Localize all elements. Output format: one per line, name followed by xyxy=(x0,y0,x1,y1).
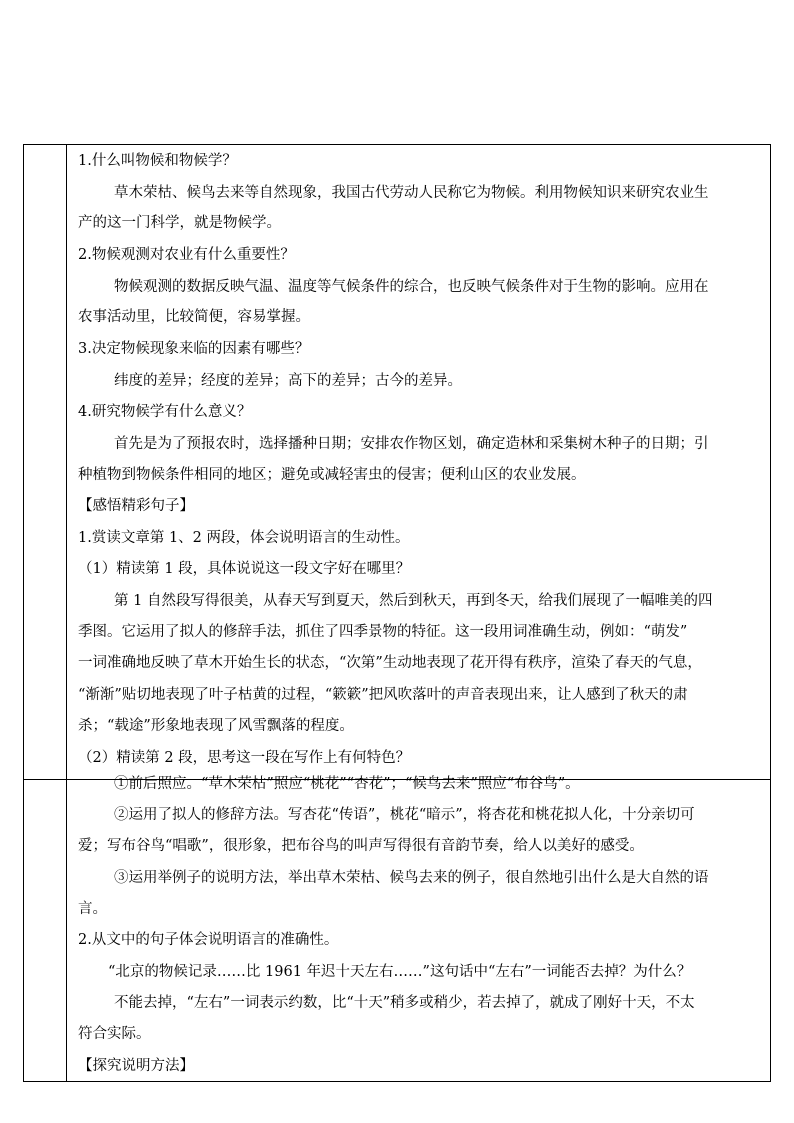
task-1-sub-1-answer-line-5: 杀；“载途”形象地表现了风雪飘落的程度。 xyxy=(78,718,354,734)
section-heading-sentences: 【感悟精彩句子】 xyxy=(78,498,194,514)
content-table-continued xyxy=(23,776,771,1082)
answer-4-line-1: 首先是为了预报农时，选择播种日期；安排农作物区划，确定造林和采集树木种子的日期；引 xyxy=(114,436,709,452)
answer-1-line-1 xyxy=(114,183,764,203)
question-3: 3.决定物候现象来临的因素有哪些？ xyxy=(78,341,310,357)
task-1-sub-2-point-1: ①前后照应。“草木荣枯”照应“桃花”“杏花”；“候鸟去来”照应“布谷鸟”。 xyxy=(114,776,580,792)
task-2-answer-line-2: 符合实际。 xyxy=(78,1026,151,1042)
task-1-sub-1-answer-line-3: 一词准确地反映了草木开始生长的状态，“次第”生动地表现了花开得有秩序，渲染了春天的气息， xyxy=(78,655,702,671)
task-1-sub-2-point-3-line-2: 言。 xyxy=(78,901,107,917)
task-1-sub-1-answer-line-2: 季图。它运用了拟人的修辞手法，抓住了四季景物的特征。这一段用词准确生动，例如：“萌发” xyxy=(78,624,688,640)
task-1-sub-1-answer-line-4: “渐渐”贴切地表现了叶子枯黄的过程，“簌簌”把风吹落叶的声音表现出来，让人感到了秋天的肃 xyxy=(78,687,688,703)
answer-2-line-1: 物候观测的数据反映气温、温度等气候条件的综合，也反映气候条件对于生物的影响。应用在 xyxy=(114,279,709,295)
task-1: 1.赏读文章第 1、2 两段，体会说明语言的生动性。 xyxy=(78,530,410,546)
task-2: 2.从文中的句子体会说明语言的准确性。 xyxy=(78,932,339,948)
content-table xyxy=(23,144,771,780)
table-content-cell xyxy=(68,145,770,779)
column-divider xyxy=(66,145,67,779)
section-heading-methods: 【探究说明方法】 xyxy=(78,1058,194,1074)
task-1-sub-2-point-3-line-1: ③运用举例子的说明方法，举出草木荣枯、候鸟去来的例子，很自然地引出什么是大自然的语 xyxy=(114,870,709,886)
question-4: 4.研究物候学有什么意义？ xyxy=(78,404,252,420)
task-2-answer-line-1: 不能去掉，“左右”一词表示约数，比“十天”稍多或稍少，若去掉了，就成了刚好十天，不太 xyxy=(114,995,695,1011)
task-1-sub-2-point-2-line-1: ②运用了拟人的修辞方法。写杏花“传语”，桃花“暗示”，将杏花和桃花拟人化，十分亲切可 xyxy=(114,807,695,823)
question-1: 1.什么叫物候和物候学？ xyxy=(78,153,237,169)
answer-3: 纬度的差异；经度的差异；高下的差异；古今的差异。 xyxy=(114,373,462,389)
task-1-sub-1-answer-line-1: 第 1 自然段写得很美，从春天写到夏天，然后到秋天，再到冬天，给我们展现了一幅唯美的四 xyxy=(114,593,713,609)
answer-2-line-2: 农事活动里，比较简便，容易掌握。 xyxy=(78,309,310,325)
task-1-sub-2: （2）精读第 2 段，思考这一段在写作上有何特色？ xyxy=(78,750,411,766)
task-1-sub-1: （1）精读第 1 段，具体说说这一段文字好在哪里？ xyxy=(78,561,411,577)
question-2: 2.物候观测对农业有什么重要性？ xyxy=(78,247,295,263)
answer-1-line-2: 产的这一门科学，就是物候学。 xyxy=(78,215,281,231)
task-2-question: “北京的物候记录……比 1961 年迟十天左右……”这句话中“左右”一词能否去掉？为什么？ xyxy=(108,964,692,980)
answer-4-line-2: 种植物到物候条件相同的地区；避免或减轻害虫的侵害；便利山区的农业发展。 xyxy=(78,467,586,483)
table-content-cell-continued xyxy=(68,776,770,1081)
task-1-sub-2-point-2-line-2: 爱；写布谷鸟“唱歌”，很形象，把布谷鸟的叫声写得很有音韵节奏，给人以美好的感受。 xyxy=(78,838,644,854)
column-divider-continued xyxy=(66,780,67,1081)
answer-1-text-1: 草木荣枯、候鸟去来等自然现象，我国古代劳动人民称它为物候。利用物候知识来研究农业生 xyxy=(114,185,709,201)
